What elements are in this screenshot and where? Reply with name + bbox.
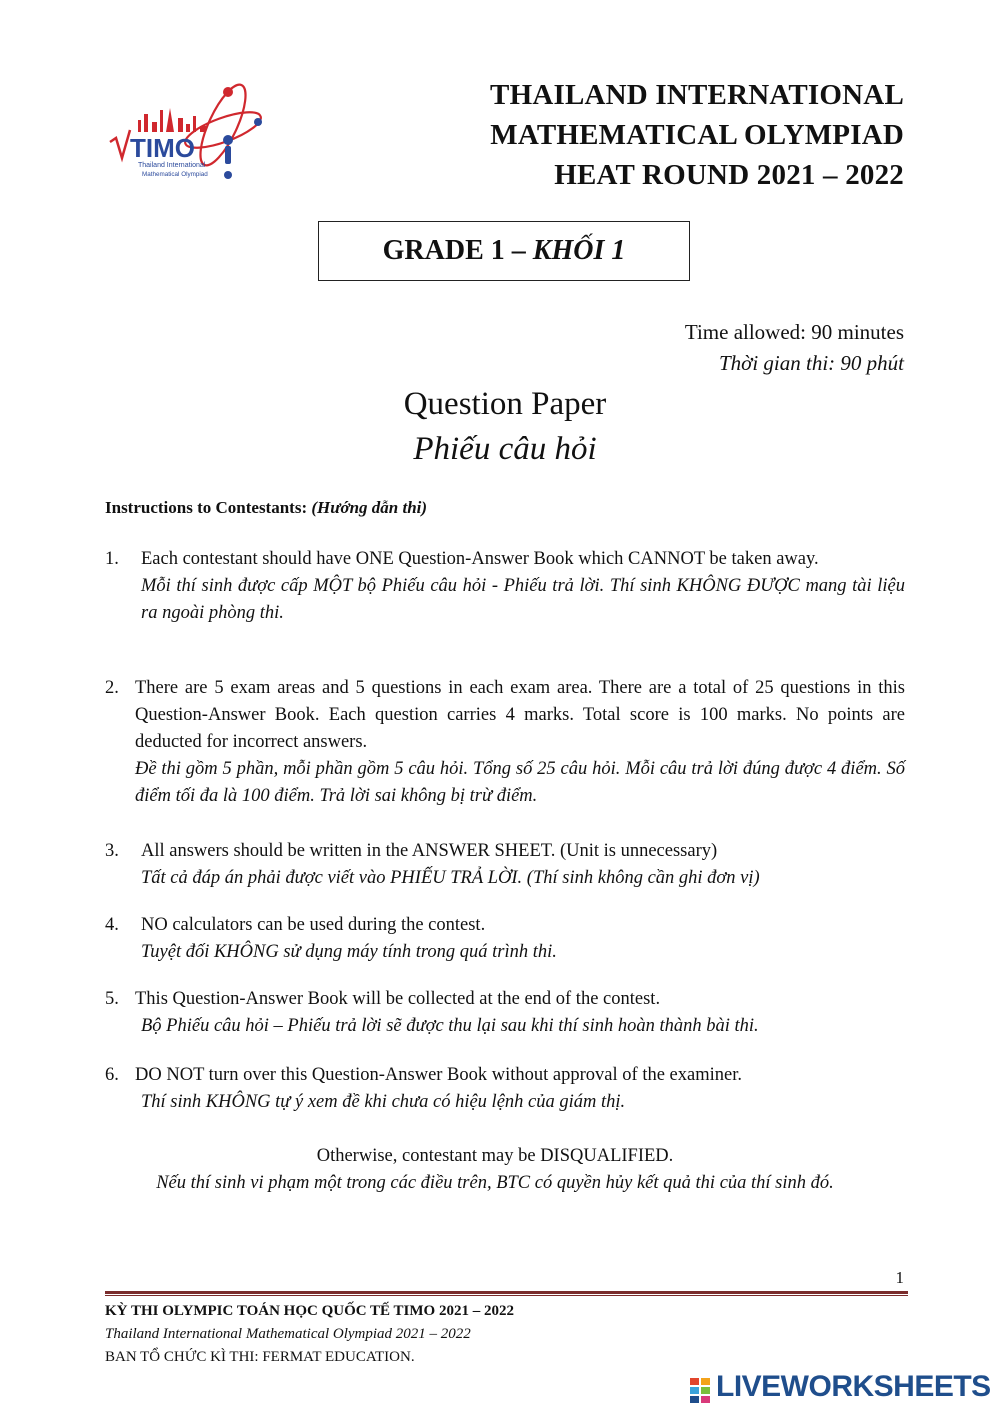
item-text-vi: Đề thi gồm 5 phần, mỗi phần gồm 5 câu hỏi. Tổng số 25 câu hỏi. Mỗi câu trả lời đúng được 4 điểm. Số điểm tối đa là 100 điểm. Trả lời sai không bị trừ điểm. — [135, 759, 905, 806]
item-text-vi: Thí sinh KHÔNG tự ý xem đề khi chưa có hiệu lệnh của giám thị. — [141, 1092, 626, 1112]
footer-line-1: KỲ THI OLYMPIC TOÁN HỌC QUỐC TẾ TIMO 2021 – 2022 — [105, 1303, 514, 1319]
item-text-vi: Tất cả đáp án phải được viết vào PHIẾU TRẢ LỜI. (Thí sinh không cần ghi đơn vị) — [141, 868, 760, 888]
item-number: 3. — [105, 841, 119, 861]
item-text-vi: Bộ Phiếu câu hỏi – Phiếu trả lời sẽ được thu lại sau khi thí sinh hoàn thành bài thi. — [141, 1016, 759, 1036]
timo-logo — [108, 80, 268, 190]
item-number: 6. — [105, 1065, 119, 1085]
svg-text:Mathematical Olympiad: Mathematical Olympiad — [142, 171, 208, 178]
item-text-en: This Question-Answer Book will be collected at the end of the contest. — [135, 989, 661, 1009]
instruction-item-2 — [105, 675, 905, 810]
instruction-item-6 — [105, 1062, 905, 1116]
footer-line-3: BAN TỔ CHỨC KÌ THI: FERMAT EDUCATION. — [105, 1349, 415, 1365]
footer-divider-thin — [105, 1295, 908, 1296]
liveworksheets-icon — [690, 1374, 712, 1408]
item-number: 4. — [105, 915, 119, 935]
paper-title-vi: Phiếu câu hỏi — [413, 431, 597, 467]
instruction-item-5 — [105, 986, 905, 1040]
footer-divider — [105, 1291, 908, 1294]
item-text-en: All answers should be written in the ANSWER SHEET. (Unit is unnecessary) — [141, 841, 718, 861]
time-allowed: Time allowed: 90 minutes — [684, 320, 904, 344]
grade-en: GRADE 1 – — [382, 235, 533, 266]
grade-vi: KHỐI 1 — [532, 235, 626, 266]
item-number: 1. — [105, 549, 119, 569]
liveworksheets-watermark: LIVEWORKSHEETS — [716, 1370, 991, 1403]
instruction-item-3 — [105, 838, 905, 892]
header-line-1: THAILAND INTERNATIONAL — [490, 79, 904, 111]
footer-line-2: Thailand International Mathematical Olympiad 2021 – 2022 — [105, 1326, 471, 1342]
paper-title: Question Paper — [403, 386, 607, 422]
item-number: 2. — [105, 678, 119, 698]
logo-wordmark: TIMO — [130, 133, 195, 163]
instruction-item-1 — [105, 546, 905, 627]
instructions-heading-vi: (Hướng dẫn thi) — [311, 498, 428, 517]
item-text-en: NO calculators can be used during the contest. — [141, 915, 486, 935]
item-text-vi: Tuyệt đối KHÔNG sử dụng máy tính trong quá trình thi. — [141, 942, 557, 962]
instruction-item-4 — [105, 912, 905, 966]
header-line-3: HEAT ROUND 2021 – 2022 — [554, 159, 904, 191]
header-line-2: MATHEMATICAL OLYMPIAD — [490, 119, 904, 151]
item-text-en: Each contestant should have ONE Question-Answer Book which CANNOT be taken away. — [141, 549, 819, 569]
disqualified-warning: Otherwise, contestant may be DISQUALIFIED. — [316, 1146, 674, 1166]
item-text-en: DO NOT turn over this Question-Answer Book without approval of the examiner. — [135, 1065, 742, 1085]
svg-text:Thailand International: Thailand International — [138, 162, 206, 169]
item-text-vi: Mỗi thí sinh được cấp MỘT bộ Phiếu câu hỏi - Phiếu trả lời. Thí sinh KHÔNG ĐƯỢC mang tài liệu ra ngoài phòng thi. — [141, 576, 905, 623]
disqualified-warning-vi: Nếu thí sinh vi phạm một trong các điều trên, BTC có quyền hủy kết quả thi của thí sinh đó. — [156, 1173, 834, 1193]
item-text-en: There are 5 exam areas and 5 questions in each exam area. There are a total of 25 questions in this Question-Answer Book. Each question carries 4 marks. Total score is 100 marks. No points are deducted for incorrect answers. — [135, 678, 905, 752]
time-allowed-vi: Thời gian thi: 90 phút — [718, 351, 904, 375]
item-number: 5. — [105, 989, 119, 1009]
page-number: 1 — [895, 1268, 904, 1287]
grade-box — [318, 221, 690, 281]
instructions-heading: Instructions to Contestants: (Hướng dẫn thi) — [105, 498, 428, 517]
